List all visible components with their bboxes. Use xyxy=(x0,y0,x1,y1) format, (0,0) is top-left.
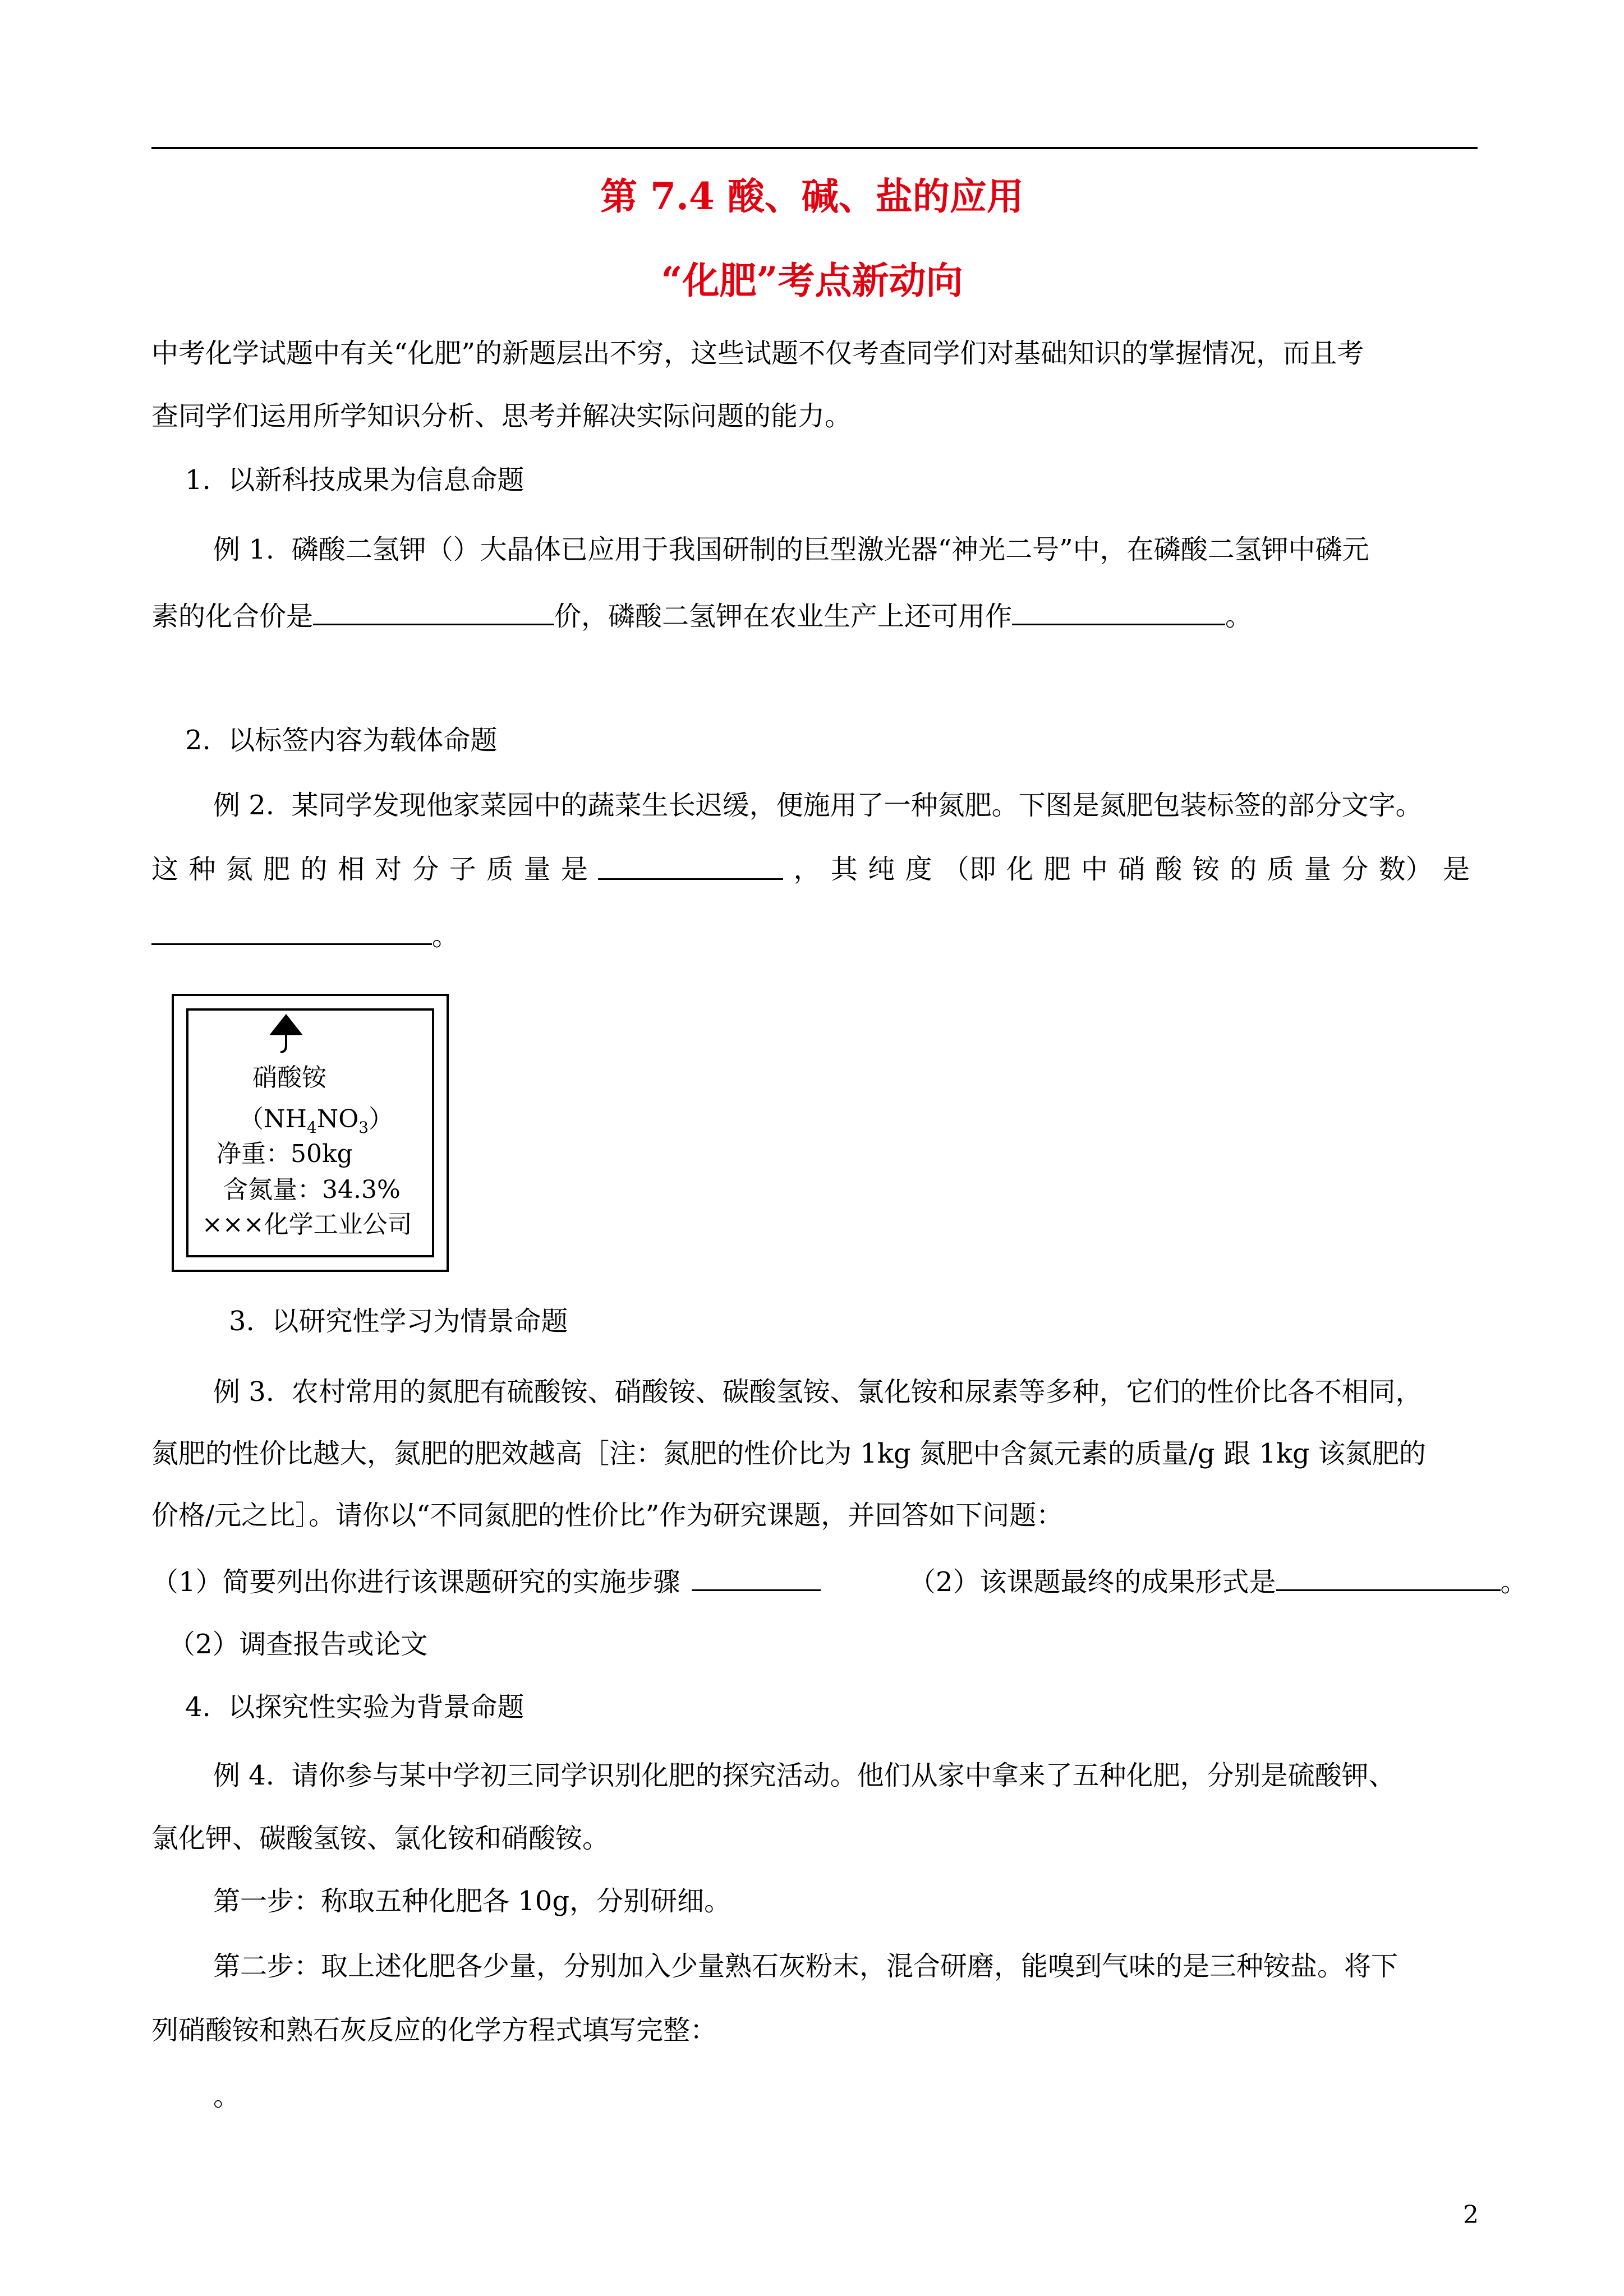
label-company: ×××化学工业公司 xyxy=(202,1210,412,1239)
answer-blank-result-form[interactable] xyxy=(1276,1564,1501,1591)
word: 对 xyxy=(375,854,402,885)
word: （即 xyxy=(942,854,996,885)
formula-subscript: 3 xyxy=(358,1118,369,1137)
page-subtitle: “化肥”考点新动向 xyxy=(661,259,963,302)
example1-line-1: 例 1. 磷酸二氢钾（）大晶体已应用于我国研制的巨型激光器“神光二号”中，在磷酸二氢钾中磷元 xyxy=(213,534,1369,565)
question-1-text: （1）简要列出你进行该课题研究的实施步骤 xyxy=(151,1566,680,1598)
formula-part: NO xyxy=(316,1105,359,1133)
intro-line-2: 查同学们运用所学知识分析、思考并解决实际问题的能力。 xyxy=(151,400,852,432)
section2-heading: 2. 以标签内容为载体命题 xyxy=(185,725,498,756)
word: 子 xyxy=(449,854,476,885)
example4-step-2-line-1: 第二步：取上述化肥各少量，分别加入少量熟石灰粉末，混合研磨，能嗅到气味的是三种铵盐。将下 xyxy=(213,1951,1398,1982)
example1-end: 。 xyxy=(1225,601,1253,632)
word: 质 xyxy=(486,854,514,885)
word: ， xyxy=(793,854,821,885)
page-number: 2 xyxy=(1463,2201,1479,2229)
example4-step-1: 第一步：称取五种化肥各 10g，分别研细。 xyxy=(213,1885,732,1917)
word: 种 xyxy=(188,854,216,885)
word: 的 xyxy=(300,854,328,885)
example4-equation-end: 。 xyxy=(213,2081,241,2112)
example4-line-2: 氯化钾、碳酸氢铵、氯化铵和硝酸铵。 xyxy=(151,1823,610,1854)
word: 铵 xyxy=(1192,854,1220,885)
label-nitrogen-content: 含氮量：34.3% xyxy=(223,1175,401,1204)
word: 质 xyxy=(1267,854,1294,885)
example1-text-a: 素的化合价是 xyxy=(151,601,314,632)
section4-heading: 4. 以探究性实验为背景命题 xyxy=(185,1691,525,1723)
example2-end: 。 xyxy=(432,920,459,952)
upward-arrow-icon xyxy=(264,1012,309,1064)
formula-part: （NH xyxy=(239,1105,307,1133)
section3-heading: 3. 以研究性学习为情景命题 xyxy=(229,1306,568,1337)
example2-line-2 xyxy=(151,852,1470,886)
section1-heading: 1. 以新科技成果为信息命题 xyxy=(185,464,525,496)
word: 分 xyxy=(412,854,439,885)
word: 肥 xyxy=(1043,854,1071,885)
intro-line-1: 中考化学试题中有关“化肥”的新题层出不穷，这些试题不仅考查同学们对基础知识的掌握情况，而且考 xyxy=(151,338,1364,369)
answer-blank-steps[interactable] xyxy=(692,1564,821,1591)
example1-text-b: 价，磷酸二氢钾在农业生产上还可用作 xyxy=(554,601,1013,632)
label-formula xyxy=(239,1104,393,1144)
question-2-end: 。 xyxy=(1500,1566,1528,1598)
example2-line-3 xyxy=(151,918,459,953)
example3-question-2 xyxy=(909,1564,1528,1599)
header-rule xyxy=(151,147,1478,149)
word: 其 xyxy=(830,854,858,885)
word: 度 xyxy=(905,854,932,885)
example3-question-1 xyxy=(151,1564,821,1599)
word: 氮 xyxy=(226,854,253,885)
page-title: 第 7.4 酸、碱、盐的应用 xyxy=(600,174,1024,218)
word: 相 xyxy=(337,854,365,885)
example3-line-1: 例 3. 农村常用的氮肥有硫酸铵、硝酸铵、碳酸氢铵、氯化铵和尿素等多种，它们的性价比各不相同， xyxy=(213,1376,1423,1408)
word: 数） xyxy=(1378,854,1433,885)
word: 纯 xyxy=(868,854,895,885)
example1-line-2 xyxy=(151,598,1252,633)
example3-line-2: 氮肥的性价比越大，氮肥的肥效越高［注：氮肥的性价比为 1kg 氮肥中含氮元素的质量/g 跟 1kg 该氮肥的 xyxy=(151,1438,1426,1469)
fertilizer-label xyxy=(172,994,449,1272)
label-net-weight: 净重：50kg xyxy=(217,1140,353,1168)
example3-answer-2: （2）调查报告或论文 xyxy=(168,1629,428,1660)
answer-blank-usage[interactable] xyxy=(1012,598,1225,625)
word: 量 xyxy=(523,854,551,885)
word: 酸 xyxy=(1155,854,1183,885)
word: 的 xyxy=(1230,854,1257,885)
word: 这 xyxy=(151,854,179,885)
example2-line-1: 例 2. 某同学发现他家菜园中的蔬菜生长迟缓，便施用了一种氮肥。下图是氮肥包装标签的部分文字。 xyxy=(213,790,1423,821)
answer-blank-molecular-mass[interactable] xyxy=(598,852,783,880)
answer-blank-valence[interactable] xyxy=(313,598,554,625)
label-product-name: 硝酸铵 xyxy=(252,1063,326,1092)
formula-subscript: 4 xyxy=(306,1118,317,1137)
question-2-text: （2）该课题最终的成果形式是 xyxy=(909,1566,1276,1598)
word: 量 xyxy=(1304,854,1331,885)
word: 是 xyxy=(1442,854,1470,885)
example3-line-3: 价格/元之比］。请你以“不同氮肥的性价比”作为研究课题，并回答如下问题： xyxy=(151,1500,1064,1531)
answer-blank-purity[interactable] xyxy=(151,918,432,945)
word: 分 xyxy=(1341,854,1369,885)
word: 是 xyxy=(560,854,588,885)
word: 肥 xyxy=(263,854,291,885)
word: 化 xyxy=(1006,854,1034,885)
formula-part: ） xyxy=(369,1105,394,1133)
example4-line-1: 例 4. 请你参与某中学初三同学识别化肥的探究活动。他们从家中拿来了五种化肥，分别是硫酸钾、 xyxy=(213,1760,1396,1791)
word: 硝 xyxy=(1118,854,1145,885)
example4-step-2-line-2: 列硝酸铵和熟石灰反应的化学方程式填写完整： xyxy=(151,2014,717,2046)
word: 中 xyxy=(1080,854,1108,885)
